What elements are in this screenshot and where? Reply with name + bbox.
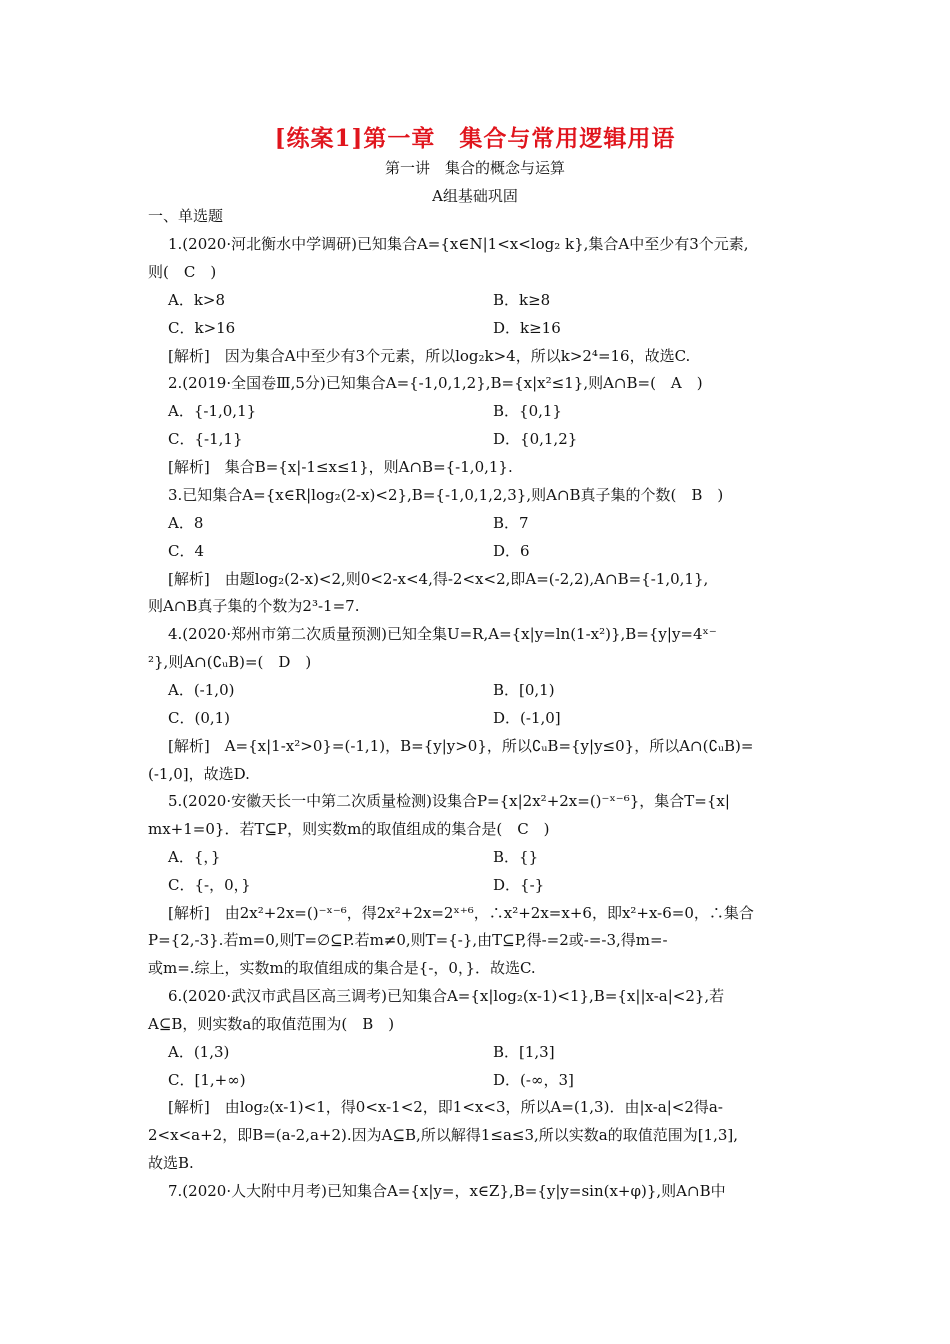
q4-stem: 4.(2020·郑州市第二次质量预测)已知全集U=R,A={x|y=ln(1-x²)},B={y|y=4ˣ⁻ [168, 625, 717, 643]
q5-option-a: A．{，} [168, 848, 221, 866]
q3-option-a: A．8 [168, 514, 204, 532]
q2-option-b: B．{0,1} [493, 402, 562, 420]
q4-option-d: D．(-1,0] [493, 709, 561, 727]
q6-option-b: B．[1,3] [493, 1043, 555, 1061]
q2-option-a: A．{-1,0,1} [168, 402, 257, 420]
lecture-title: 第一讲 集合的概念与运算 [384, 159, 565, 177]
q4-analysis-cont: (-1,0]，故选D. [148, 765, 250, 783]
q6-analysis-cont2: 故选B. [148, 1154, 194, 1172]
q5-analysis-cont1: P={2,-3}.若m=0,则T=∅⊆P.若m≠0,则T={-},由T⊆P,得-=2或-=-3,得m=- [148, 931, 668, 949]
q6-analysis: [解析] 由log₂(x-1)<1，得0<x-1<2，即1<x<3，所以A=(1,3)．由|x-a|<2得a- [168, 1098, 723, 1116]
q1-stem-cont: 则( C ) [148, 263, 217, 281]
q6-analysis-cont1: 2<x<a+2，即B=(a-2,a+2).因为A⊆B,所以解得1≤a≤3,所以实数a的取值范围为[1,3], [148, 1126, 739, 1144]
q4-analysis: [解析] A={x|1-x²>0}=(-1,1)，B={y|y>0}，所以∁ᵤB={y|y≤0}，所以A∩(∁ᵤB)= [168, 737, 754, 755]
q5-analysis: [解析] 由2x²+2x=()⁻ˣ⁻⁶，得2x²+2x=2ˣ⁺⁶，∴x²+2x=x+6，即x²+x-6=0，∴集合 [168, 904, 754, 922]
q3-analysis: [解析] 由题log₂(2-x)<2,则0<2-x<4,得-2<x<2,即A=(-2,2),A∩B={-1,0,1}, [168, 570, 709, 588]
q3-option-b: B．7 [493, 514, 529, 532]
q2-analysis: [解析] 集合B={x|-1≤x≤1}，则A∩B={-1,0,1}. [168, 458, 513, 476]
q5-option-d: D．{-} [493, 876, 545, 894]
q5-option-b: B．{} [493, 848, 539, 866]
q6-option-a: A．(1,3) [168, 1043, 230, 1061]
q4-option-b: B．[0,1) [493, 681, 555, 699]
q5-stem-cont: mx+1=0}．若T⊆P，则实数m的取值组成的集合是( C ) [148, 820, 550, 838]
q4-option-c: C．(0,1) [168, 709, 231, 727]
q3-stem: 3.已知集合A={x∈R|log₂(2-x)<2},B={-1,0,1,2,3},则A∩B真子集的个数( B ) [168, 486, 724, 504]
q3-option-d: D．6 [493, 542, 530, 560]
q1-option-a: A．k>8 [168, 291, 226, 309]
q1-option-c: C．k>16 [168, 319, 236, 337]
q3-option-c: C．4 [168, 542, 205, 560]
q6-option-c: C．[1,+∞) [168, 1071, 246, 1089]
group-title: A组基础巩固 [432, 187, 518, 205]
q3-analysis-cont: 则A∩B真子集的个数为2³-1=7. [148, 597, 360, 615]
q6-stem: 6.(2020·武汉市武昌区高三调考)已知集合A={x|log₂(x-1)<1},B={x||x-a|<2},若 [168, 987, 725, 1005]
q2-stem: 2.(2019·全国卷Ⅲ,5分)已知集合A={-1,0,1,2},B={x|x²≤1},则A∩B=( A ) [168, 374, 703, 392]
q7-stem: 7.(2020·人大附中月考)已知集合A={x|y=，x∈Z},B={y|y=sin(x+φ)},则A∩B中 [168, 1182, 726, 1200]
q5-stem: 5.(2020·安徽天长一中第二次质量检测)设集合P={x|2x²+2x=()⁻ˣ⁻⁶}，集合T={x| [168, 792, 730, 810]
q6-stem-cont: A⊆B，则实数a的取值范围为( B ) [148, 1015, 395, 1033]
q6-option-d: D．(-∞，3] [493, 1071, 574, 1089]
q1-analysis: [解析] 因为集合A中至少有3个元素，所以log₂k>4，所以k>2⁴=16，故选C. [168, 347, 691, 365]
q4-option-a: A．(-1,0) [168, 681, 235, 699]
q5-option-c: C．{-，0，} [168, 876, 251, 894]
q1-stem: 1.(2020·河北衡水中学调研)已知集合A={x∈N|1<x<log₂ k},集合A中至少有3个元素, [168, 235, 749, 253]
q1-option-d: D．k≥16 [493, 319, 561, 337]
q1-option-b: B．k≥8 [493, 291, 551, 309]
q5-analysis-cont2: 或m=.综上，实数m的取值组成的集合是{-，0，}．故选C. [148, 959, 536, 977]
q4-stem-cont: ²},则A∩(∁ᵤB)=( D ) [148, 653, 312, 671]
section-heading: 一、单选题 [148, 207, 224, 225]
q2-option-c: C．{-1,1} [168, 430, 243, 448]
q2-option-d: D．{0,1,2} [493, 430, 578, 448]
page-title: [练案1]第一章 集合与常用逻辑用语 [274, 125, 676, 152]
